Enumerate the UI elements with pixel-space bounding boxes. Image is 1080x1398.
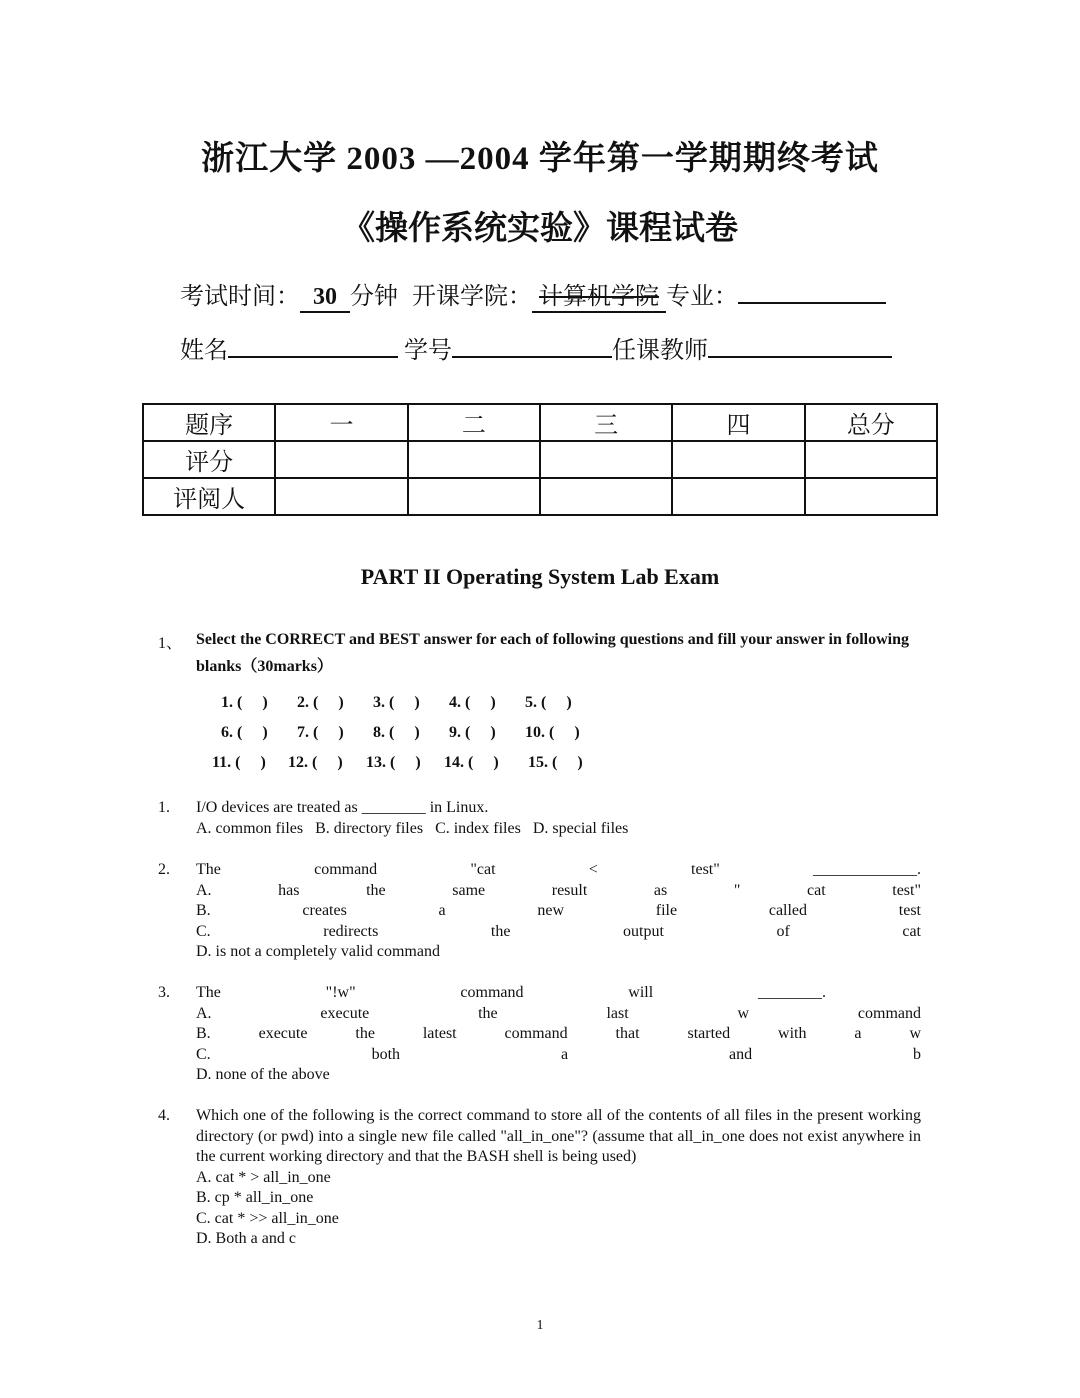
answer-blank[interactable]: 5. ( ) — [525, 694, 572, 711]
score-table-row-label: 评阅人 — [143, 478, 275, 515]
answer-blank[interactable]: 10. ( ) — [525, 724, 580, 741]
answer-blank[interactable]: 15. ( ) — [528, 754, 583, 771]
major-blank[interactable] — [738, 302, 886, 304]
score-table-header-row — [143, 404, 937, 441]
question — [196, 798, 921, 839]
teacher-blank[interactable] — [708, 356, 892, 358]
question-number: 2. — [158, 861, 170, 878]
question-number: 3. — [158, 984, 170, 1001]
question-option[interactable]: A. common files B. directory files C. index files D. special files — [196, 819, 629, 837]
name-blank[interactable] — [228, 356, 398, 358]
answer-blank[interactable]: 14. ( ) — [444, 754, 499, 771]
score-table-row-label: 评分 — [143, 441, 275, 478]
question-option[interactable]: C. redirects the output of cat — [196, 922, 921, 940]
page-number: 1 — [536, 1318, 544, 1333]
section-instruction: Select the CORRECT and BEST answer for each of following questions and fill your answer in following blanks（30marks） — [196, 631, 909, 675]
answer-blank[interactable]: 4. ( ) — [449, 694, 496, 711]
question-option[interactable]: A. has the same result as " cat test" — [196, 881, 921, 899]
question-option[interactable]: B. execute the latest command that started with a w — [196, 1025, 921, 1042]
student-info-row — [180, 330, 892, 365]
question-stem: Which one of the following is the correct command to store all of the contents of all files in the present working directory (or pwd) into a single new file called "all_in_one"? (assume that all_in_one does not exist anywhere in the current working directory and that the BASH shell is being used) — [196, 1107, 921, 1165]
answer-blank[interactable]: 13. ( ) — [366, 754, 421, 771]
exam-info-row — [180, 276, 886, 313]
question-stem: I/O devices are treated as ________ in Linux. — [196, 799, 489, 816]
college-value: 计算机学院 — [532, 283, 666, 313]
question-option[interactable]: B. cp * all_in_one — [196, 1189, 314, 1206]
score-table-header-cell: 总分 — [805, 404, 937, 441]
score-table — [142, 403, 938, 516]
answer-blank[interactable]: 3. ( ) — [373, 694, 420, 711]
answer-blank-row — [196, 736, 608, 790]
question-option[interactable]: A. cat * > all_in_one — [196, 1168, 331, 1186]
student-id-blank[interactable] — [452, 356, 612, 358]
answer-blank[interactable]: 9. ( ) — [449, 724, 496, 741]
score-cell[interactable] — [672, 441, 804, 478]
name-label: 姓名 — [180, 338, 228, 364]
score-cell[interactable] — [805, 478, 937, 515]
exam-time-unit: 分钟 — [350, 284, 398, 310]
college-label: 开课学院： — [412, 284, 532, 310]
student-id-label: 学号 — [404, 338, 452, 364]
exam-time-label: 考试时间： — [180, 284, 300, 310]
question-option[interactable]: C. both a and b — [196, 1045, 921, 1063]
score-cell[interactable] — [540, 441, 672, 478]
score-cell[interactable] — [672, 478, 804, 515]
section-number: 1、 — [158, 635, 183, 652]
question-stem: The command "cat < test" _____________. — [196, 861, 921, 878]
answer-blank[interactable]: 8. ( ) — [373, 724, 420, 741]
question-option[interactable]: A. execute the last w command — [196, 1004, 921, 1022]
part-title: PART II Operating System Lab Exam — [360, 564, 720, 589]
score-cell[interactable] — [275, 478, 407, 515]
score-table-header-cell: 一 — [275, 404, 407, 441]
exam-title: 浙江大学 2003 —2004 学年第一学期期终考试 — [201, 141, 879, 177]
teacher-label: 任课教师 — [612, 338, 708, 364]
answer-blank[interactable]: 6. ( ) — [221, 724, 268, 741]
score-cell[interactable] — [408, 478, 540, 515]
score-table-row — [143, 441, 937, 478]
answer-blank[interactable]: 2. ( ) — [297, 694, 344, 711]
question-option[interactable]: D. Both a and c — [196, 1230, 296, 1247]
score-table-header-cell: 三 — [540, 404, 672, 441]
question-option[interactable]: D. is not a completely valid command — [196, 943, 440, 960]
answer-blank[interactable]: 12. ( ) — [288, 754, 343, 771]
exam-time-value: 30 — [300, 283, 350, 313]
question-number: 1. — [158, 799, 170, 816]
answer-blank[interactable]: 11. ( ) — [212, 754, 266, 771]
score-table-row — [143, 478, 937, 515]
question-option[interactable]: C. cat * >> all_in_one — [196, 1209, 339, 1227]
question-option[interactable]: D. none of the above — [196, 1066, 330, 1083]
score-cell[interactable] — [275, 441, 407, 478]
score-cell[interactable] — [805, 441, 937, 478]
score-cell[interactable] — [408, 441, 540, 478]
answer-blank[interactable]: 1. ( ) — [221, 694, 268, 711]
question — [196, 860, 921, 963]
score-table-header-cell: 四 — [672, 404, 804, 441]
question-number: 4. — [158, 1107, 170, 1124]
question — [196, 1106, 921, 1250]
course-title: 《操作系统实验》课程试卷 — [342, 211, 738, 247]
score-cell[interactable] — [540, 478, 672, 515]
major-label: 专业： — [666, 284, 738, 310]
score-table-header-cell: 题序 — [143, 404, 275, 441]
question-option[interactable]: B. creates a new file called test — [196, 902, 921, 919]
question-stem: The "!w" command will ________. — [196, 984, 826, 1001]
question — [196, 983, 921, 1086]
score-table-header-cell: 二 — [408, 404, 540, 441]
answer-blank[interactable]: 7. ( ) — [297, 724, 344, 741]
